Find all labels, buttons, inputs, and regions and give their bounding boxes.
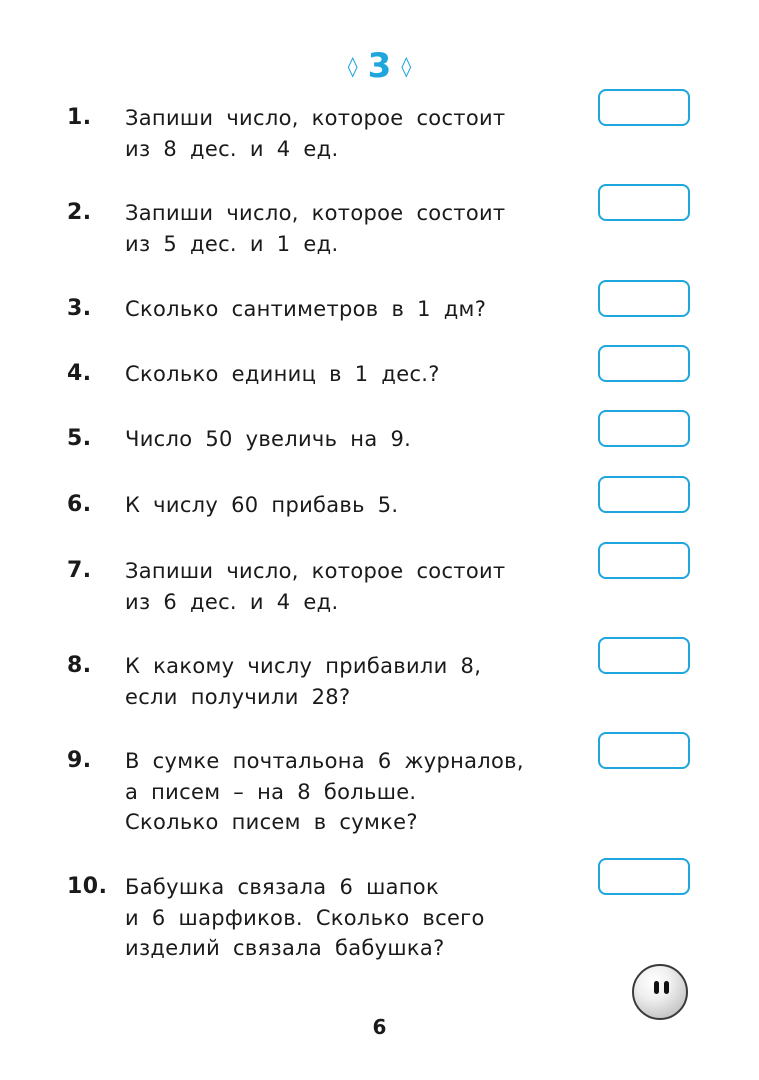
task-number: 8. bbox=[67, 653, 92, 678]
task-number: 3. bbox=[67, 296, 92, 321]
task-text: Сколько единиц в 1 дес.? bbox=[125, 362, 440, 386]
answer-box[interactable] bbox=[598, 345, 690, 382]
task-number: 9. bbox=[67, 748, 92, 773]
answer-box[interactable] bbox=[598, 89, 690, 126]
answer-box[interactable] bbox=[598, 637, 690, 674]
task-text: Запиши число, которое состоит из 8 дес. и 4 ед. bbox=[125, 106, 506, 161]
page-number: 6 bbox=[372, 1015, 387, 1039]
diamond-icon-right: ◊ bbox=[401, 54, 412, 78]
answer-box[interactable] bbox=[598, 542, 690, 579]
task-number: 4. bbox=[67, 361, 92, 386]
task-text: Запиши число, которое состоит из 6 дес. и 4 ед. bbox=[125, 559, 506, 614]
task-number: 1. bbox=[67, 105, 92, 130]
task-text: Запиши число, которое состоит из 5 дес. и 1 ед. bbox=[125, 201, 506, 256]
task-number: 2. bbox=[67, 200, 92, 225]
answer-box[interactable] bbox=[598, 280, 690, 317]
task-number: 6. bbox=[67, 492, 92, 517]
right-eye bbox=[664, 981, 669, 994]
answer-box[interactable] bbox=[598, 476, 690, 513]
task-text: К какому числу прибавили 8, если получили 28? bbox=[125, 654, 482, 709]
answer-box[interactable] bbox=[598, 410, 690, 447]
answer-box[interactable] bbox=[598, 732, 690, 769]
section-heading bbox=[0, 44, 759, 88]
task-number: 10. bbox=[67, 874, 108, 899]
task-text: Бабушка связала 6 шапок и 6 шарфиков. Сколько всего изделий связала бабушка? bbox=[125, 875, 485, 960]
task-number: 5. bbox=[67, 426, 92, 451]
left-eye bbox=[654, 981, 659, 994]
diamond-icon-left: ◊ bbox=[347, 54, 358, 78]
section-number: 3 bbox=[367, 46, 392, 86]
smiley-face-icon bbox=[632, 964, 688, 1020]
task-number: 7. bbox=[67, 558, 92, 583]
answer-box[interactable] bbox=[598, 184, 690, 221]
answer-box[interactable] bbox=[598, 858, 690, 895]
task-text: Число 50 увеличь на 9. bbox=[125, 427, 412, 451]
task-text: К числу 60 прибавь 5. bbox=[125, 493, 399, 517]
task-text: Сколько сантиметров в 1 дм? bbox=[125, 297, 487, 321]
task-text: В сумке почтальона 6 журналов, а писем – на 8 больше. Сколько писем в сумке? bbox=[125, 749, 524, 834]
